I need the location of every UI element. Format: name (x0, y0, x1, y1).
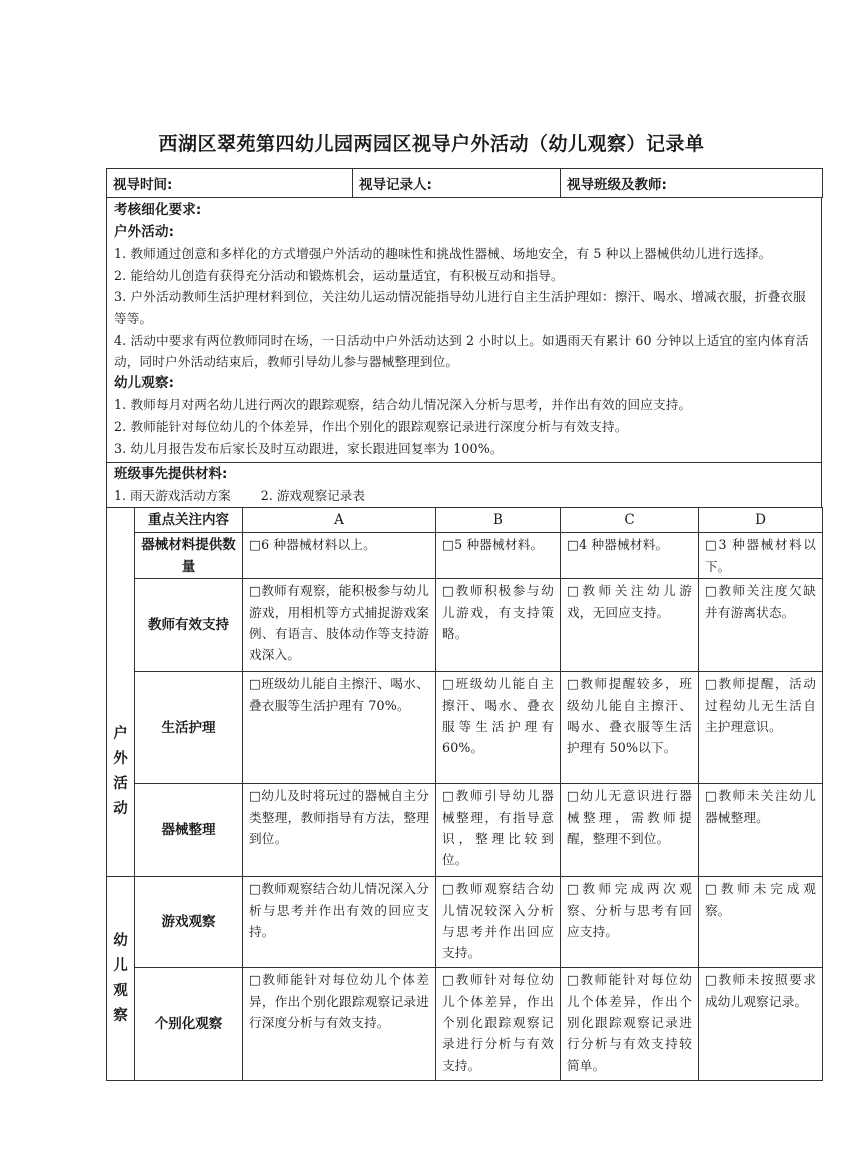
observe-item: 2. 教师能针对每位幼儿的个体差异，作出个别化的跟踪观察记录进行深度分析与有效支持。 (114, 418, 628, 434)
requirements-section (107, 198, 822, 463)
option-d[interactable]: □教师未关注幼儿器械整理。 (699, 784, 823, 877)
option-d[interactable]: □教师未完成观察。 (699, 877, 823, 968)
observe-heading: 幼儿观察: (114, 374, 175, 391)
observe-item: 1. 教师每月对两名幼儿进行两次的跟踪观察，结合幼儿情况深入分析与思考，并作出有效的回应支持。 (114, 397, 692, 413)
material-item: 1. 雨天游戏活动方案 (114, 488, 231, 504)
option-a[interactable]: □6 种器械材料以上。 (243, 533, 436, 579)
recorder-field[interactable]: 视导记录人: (353, 169, 561, 198)
option-b[interactable]: □5 种器械材料。 (436, 533, 561, 579)
requirements-table (106, 197, 822, 508)
aspect-label: 器械整理 (135, 784, 243, 877)
option-c[interactable]: □教师能针对每位幼儿个体差异，作出个别化跟踪观察记录进行分析与有效支持较简单。 (561, 968, 699, 1081)
evaluation-grid (106, 507, 823, 1081)
group-label: 幼 儿 观 察 (113, 932, 128, 1024)
focus-header: 重点关注内容 (135, 508, 243, 533)
option-b[interactable]: □班级幼儿能自主擦汗、喝水、叠衣服等生活护理有 60%。 (436, 672, 561, 784)
materials-heading: 班级事先提供材料: (114, 466, 228, 483)
outdoor-item: 2. 能给幼儿创造有获得充分活动和锻炼机会，运动量适宜，有积极互动和指导。 (114, 267, 564, 283)
observe-item: 3. 幼儿月报告发布后家长及时互动跟进，家长跟进回复率为 100%。 (114, 440, 503, 456)
level-header-a: A (243, 508, 436, 533)
option-d[interactable]: □3 种器械材料以下。 (699, 533, 823, 579)
outdoor-item: 1. 教师通过创意和多样化的方式增强户外活动的趣味性和挑战性器械、场地安全，有 5 种以上器械供幼儿进行选择。 (114, 246, 772, 262)
requirements-heading: 考核细化要求: (114, 202, 202, 218)
materials-section (107, 463, 822, 508)
material-item: 2. 游戏观察记录表 (260, 488, 365, 504)
group-observation (107, 877, 135, 1081)
level-header-c: C (561, 508, 699, 533)
option-d[interactable]: □教师提醒，活动过程幼儿无生活自主护理意识。 (699, 672, 823, 784)
option-b[interactable]: □教师观察结合幼儿情况较深入分析与思考并作出回应支持。 (436, 877, 561, 968)
level-header-d: D (699, 508, 823, 533)
option-c[interactable]: □4 种器械材料。 (561, 533, 699, 579)
aspect-label: 个别化观察 (135, 968, 243, 1081)
option-c[interactable]: □教师关注幼儿游戏，无回应支持。 (561, 579, 699, 672)
option-a[interactable]: □班级幼儿能自主擦汗、喝水、叠衣服等生活护理有 70%。 (243, 672, 436, 784)
level-header-b: B (436, 508, 561, 533)
option-c[interactable]: □幼儿无意识进行器械整理，需教师提醒，整理不到位。 (561, 784, 699, 877)
aspect-label: 器械材料提供数量 (135, 533, 243, 579)
option-c[interactable]: □教师完成两次观察、分析与思考有回应支持。 (561, 877, 699, 968)
option-a[interactable]: □教师观察结合幼儿情况深入分析与思考并作出有效的回应支持。 (243, 877, 436, 968)
group-outdoor (107, 508, 135, 877)
page-title: 西湖区翠苑第四幼儿园两园区视导户外活动（幼儿观察）记录单 (158, 133, 705, 155)
class-teacher-field[interactable]: 视导班级及教师: (561, 169, 823, 198)
option-d[interactable]: □教师关注度欠缺并有游离状态。 (699, 579, 823, 672)
option-b[interactable]: □教师积极参与幼儿游戏，有支持策略。 (436, 579, 561, 672)
option-c[interactable]: □教师提醒较多，班级幼儿能自主擦汗、喝水、叠衣服等生活护理有 50%以下。 (561, 672, 699, 784)
record-form (106, 168, 822, 1081)
option-a[interactable]: □教师能针对每位幼儿个体差异，作出个别化跟踪观察记录进行深度分析与有效支持。 (243, 968, 436, 1081)
header-table (106, 168, 823, 198)
outdoor-item: 4. 活动中要求有两位教师同时在场，一日活动中户外活动达到 2 小时以上。如遇雨天有累计 60 分钟以上适宜的室内体育活动，同时户外活动结束后，教师引导幼儿参与器械整理到位。 (114, 332, 809, 370)
visit-time-field[interactable]: 视导时间: (107, 169, 353, 198)
option-a[interactable]: □教师有观察，能积极参与幼儿游戏，用相机等方式捕捉游戏案例、有语言、肢体动作等支持游戏深入。 (243, 579, 436, 672)
outdoor-item: 3. 户外活动教师生活护理材料到位，关注幼儿运动情况能指导幼儿进行自主生活护理如：擦汗、喝水、增减衣服，折叠衣服等等。 (114, 289, 806, 326)
aspect-label: 游戏观察 (135, 877, 243, 968)
aspect-label: 生活护理 (135, 672, 243, 784)
aspect-label: 教师有效支持 (135, 579, 243, 672)
option-b[interactable]: □教师引导幼儿器械整理，有指导意识，整理比较到位。 (436, 784, 561, 877)
option-d[interactable]: □教师未按照要求成幼儿观察记录。 (699, 968, 823, 1081)
option-b[interactable]: □教师针对每位幼儿个体差异，作出个别化跟踪观察记录进行分析与有效支持。 (436, 968, 561, 1081)
option-a[interactable]: □幼儿及时将玩过的器械自主分类整理，教师指导有方法，整理到位。 (243, 784, 436, 877)
group-label: 户 外 活 动 (113, 726, 128, 818)
outdoor-heading: 户外活动: (114, 223, 175, 240)
